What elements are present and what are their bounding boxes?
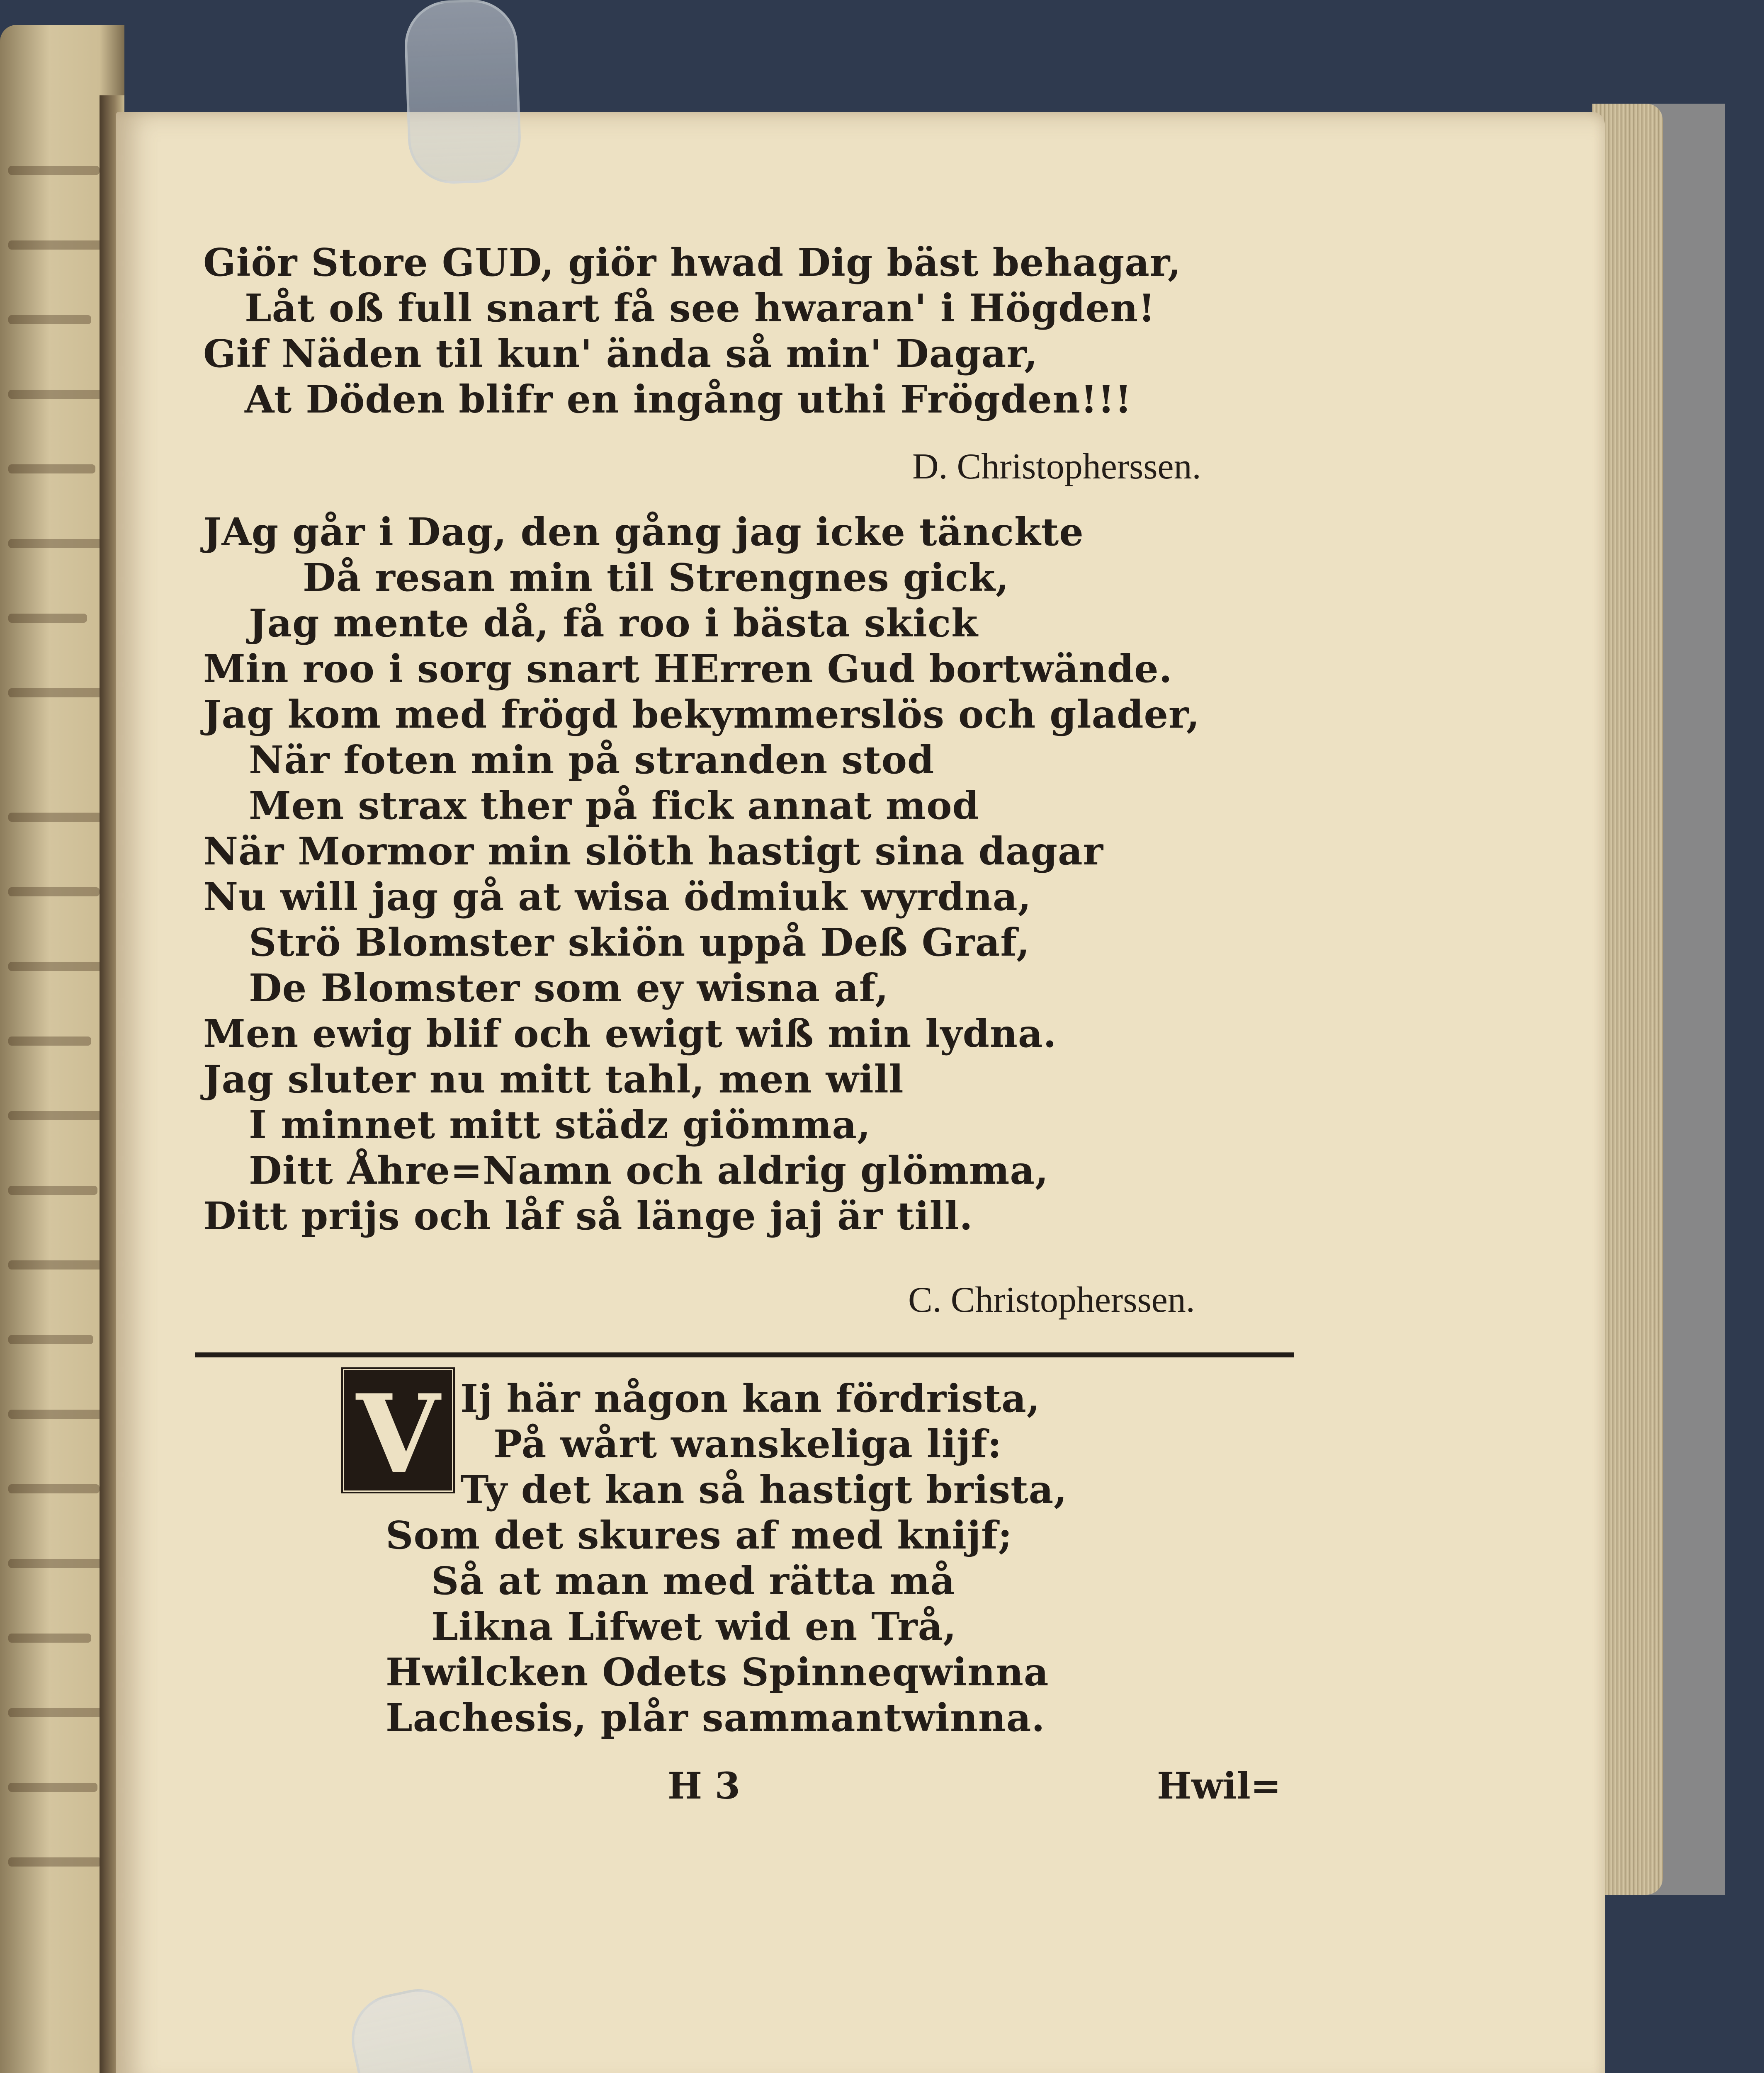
stanza-2-line: Då resan min til Strengnes gick, [303,555,1009,600]
stanza-1-line: Giör Store GUD, giör hwad Dig bäst behagar, [203,240,1181,285]
stanza-3-continued [386,1513,1049,1741]
stanza-3-line: Ty det kan så hastigt brista, [460,1467,1068,1512]
stanza-3-line: Ij här någon kan fördrista, [460,1376,1040,1421]
stanza-3-line: Likna Lifwet wid en Trå, [431,1604,957,1649]
ornamental-dropcap: V [340,1366,456,1495]
stanza-1-line: Låt oß full snart få see hwaran' i Högden! [245,286,1156,330]
stanza-2-line: Jag kom med frögd bekymmerslös och glader, [203,692,1200,737]
stanza-2-line: Ditt prijs och låf så länge jaj är till. [203,1194,973,1238]
signature-d-christopherssen: D. Christopherssen. [912,447,1201,487]
top-page-clip [403,0,522,185]
stanza-2-line: När Mormor min slöth hastigt sina dagar [203,829,1104,874]
stanza-2-line: JAg går i Dag, den gång jag icke tänckte [203,510,1084,554]
signature-mark: H 3 [668,1764,741,1807]
stanza-2-line: Men ewig blif och ewigt wiß min lydna. [203,1011,1057,1056]
stanza-1-line: At Döden blifr en ingång uthi Frögden!!! [245,377,1132,422]
section-divider-rule [195,1352,1294,1357]
catchword: Hwil= [1157,1764,1281,1807]
stanza-2-line: De Blomster som ey wisna af, [249,966,889,1010]
stanza-2 [203,510,1200,1240]
stanza-2-line: Men strax ther på fick annat mod [249,783,979,828]
stanza-3-line: Lachesis, plår sammantwinna. [386,1695,1045,1740]
stanza-3 [460,1376,1067,1513]
stanza-2-line: I minnet mitt städz giömma, [249,1102,871,1147]
stanza-2-line: När foten min på stranden stod [249,738,935,782]
stanza-3-line: Så at man med rätta må [431,1558,955,1603]
stanza-3-line: Som det skures af med knijf; [386,1513,1013,1558]
stanza-2-line: Min roo i sorg snart HErren Gud bortwände. [203,646,1173,691]
signature-c-christopherssen: C. Christopherssen. [908,1280,1195,1320]
stanza-1-line: Gif Näden til kun' ända så min' Dagar, [203,331,1038,376]
stanza-2-line: Jag mente då, få roo i bästa skick [249,601,978,646]
stanza-2-line: Jag sluter nu mitt tahl, men will [203,1057,904,1102]
stanza-2-line: Strö Blomster skiön uppå Deß Graf, [249,920,1030,965]
stanza-3-line: På wårt wanskeliga lijf: [493,1422,1002,1466]
stanza-1 [203,240,1181,423]
stanza-3-line: Hwilcken Odets Spinneqwinna [386,1650,1049,1694]
stanza-2-line: Ditt Åhre=Namn och aldrig glömma, [249,1148,1049,1193]
stanza-2-line: Nu will jag gå at wisa ödmiuk wyrdna, [203,874,1032,919]
